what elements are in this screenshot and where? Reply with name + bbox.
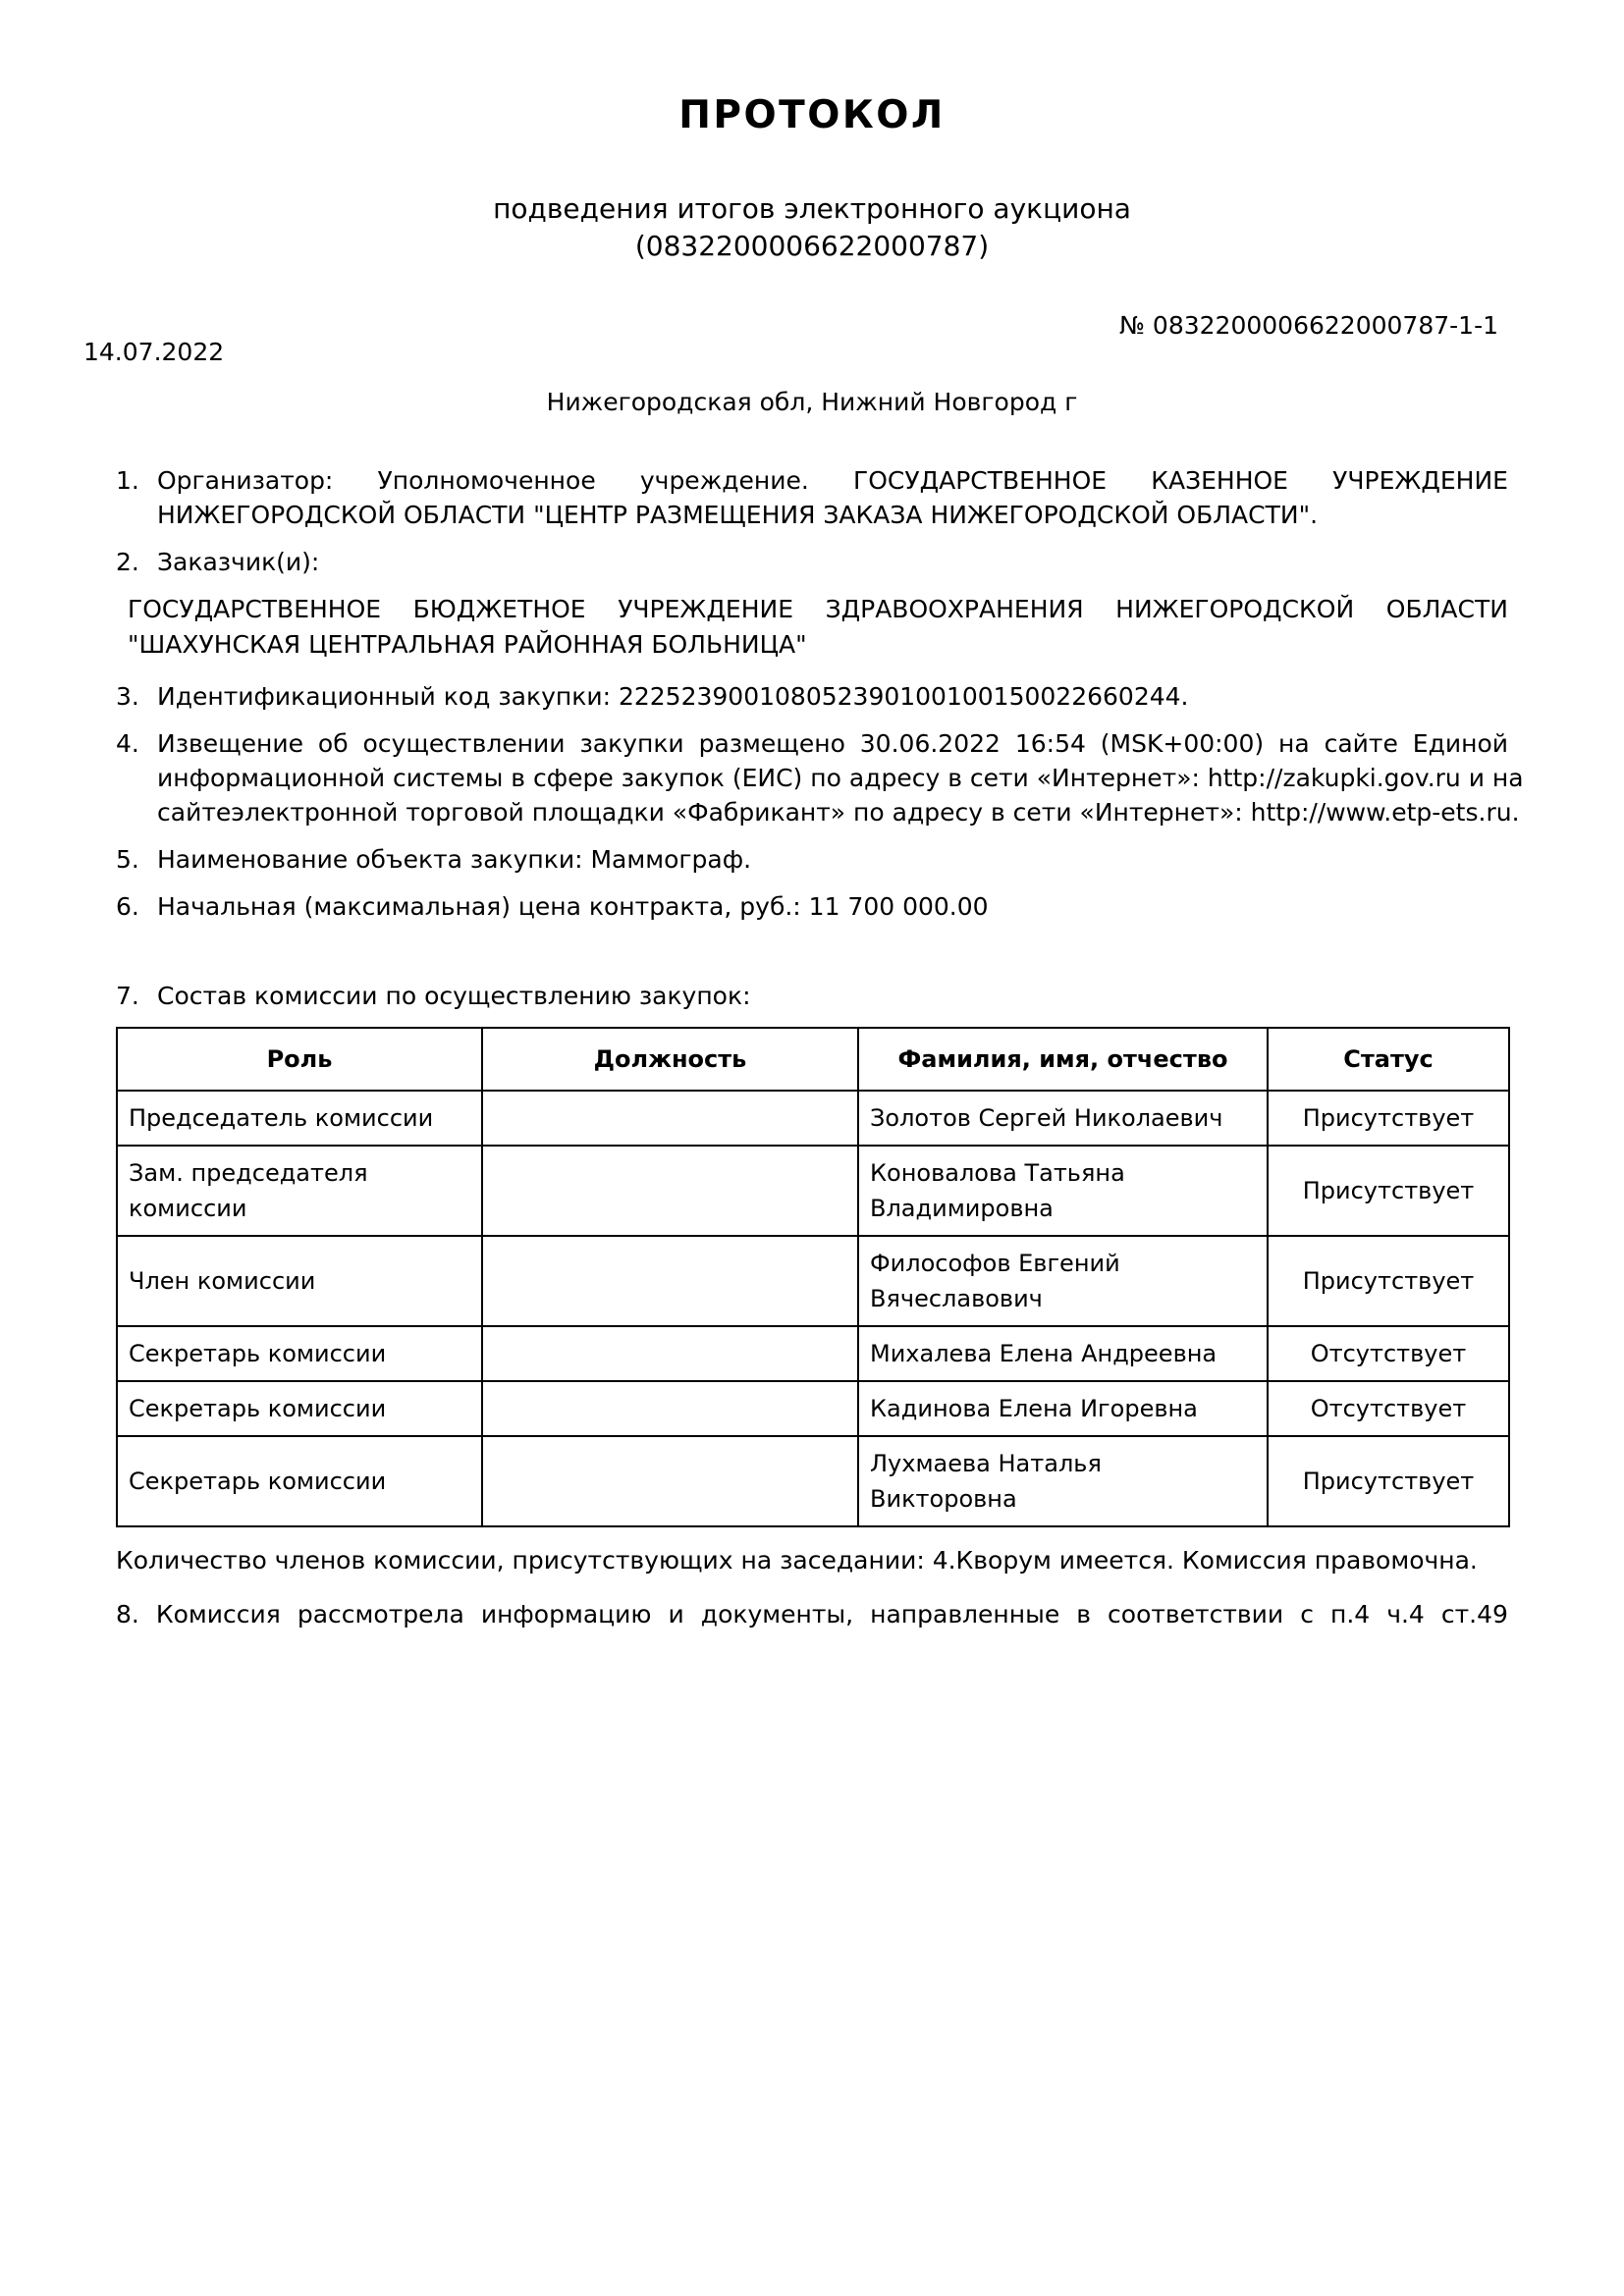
item-body: Заказчик(и): [157, 548, 320, 577]
text-fragment: 30.06.2022 [859, 729, 1001, 759]
item-body [157, 463, 1508, 532]
cell-fio: Лухмаева Наталья Викторовна [858, 1436, 1268, 1526]
cell-status: Присутствует [1268, 1436, 1509, 1526]
text-fragment: (MSK+00:00) [1100, 729, 1265, 759]
text-fragment: сайте [1324, 729, 1398, 759]
cell-role: Секретарь комиссии [117, 1381, 482, 1436]
text-fragment: ОБЛАСТИ [1385, 595, 1508, 624]
item-purchase-code [116, 679, 1508, 714]
cell-post [482, 1436, 858, 1526]
protocol-place: Нижегородская обл, Нижний Новгород г [546, 388, 1078, 417]
item-marker: 8. [116, 1600, 139, 1629]
protocol-number: № 0832200006622000787-1-1 [1118, 311, 1498, 341]
column-header-post: Должность [482, 1028, 858, 1091]
cell-fio: Философов Евгений Вячеславович [858, 1236, 1268, 1326]
document-subtitle-code: (0832200006622000787) [634, 229, 990, 262]
text-fragment: п.4 [1329, 1600, 1371, 1629]
table-header-row [117, 1028, 1509, 1091]
text-fragment: Комиссия [155, 1600, 281, 1629]
cell-status: Присутствует [1268, 1146, 1509, 1236]
cell-fio: Михалева Елена Андреевна [858, 1326, 1268, 1381]
table-row [117, 1381, 1509, 1436]
text-fragment: ГОСУДАРСТВЕННОЕ [128, 595, 382, 624]
document-subtitle: подведения итогов электронного аукциона [493, 191, 1131, 225]
item-body: Состав комиссии по осуществлению закупок: [157, 982, 751, 1011]
column-header-fio: Фамилия, имя, отчество [858, 1028, 1268, 1091]
text-fragment: документы, [700, 1600, 854, 1629]
table-row [117, 1146, 1509, 1236]
text-fragment: КАЗЕННОЕ [1151, 466, 1288, 496]
document-content [83, 0, 1524, 1631]
cell-status: Отсутствует [1268, 1381, 1509, 1436]
text-fragment: осуществлении [362, 729, 566, 759]
text-fragment: информацию [480, 1600, 652, 1629]
item-notice [116, 726, 1524, 829]
cell-fio: Коновалова Татьяна Владимировна [858, 1146, 1268, 1236]
text-fragment: размещено [698, 729, 845, 759]
justified-line [128, 592, 1508, 627]
cell-role: Зам. председателя комиссии [117, 1146, 482, 1236]
table-row [117, 1436, 1509, 1526]
cell-status: Присутствует [1268, 1236, 1509, 1326]
text-fragment: в [1076, 1600, 1091, 1629]
item-marker: 7. [116, 982, 139, 1011]
commission-table [116, 1027, 1510, 1527]
justified-line [157, 726, 1508, 761]
item-marker: 1. [116, 466, 139, 496]
text-fragment: учреждение. [639, 466, 809, 496]
item-body: Идентификационный код закупки: 222523900108052390100100150022660244. [157, 682, 1189, 712]
text-fragment: об [317, 729, 349, 759]
cell-post [482, 1146, 858, 1236]
item-marker: 6. [116, 892, 139, 922]
text-fragment: УЧРЕЖДЕНИЕ [618, 595, 793, 624]
cell-post [482, 1326, 858, 1381]
cell-fio: Кадинова Елена Игоревна [858, 1381, 1268, 1436]
cell-role: Член комиссии [117, 1236, 482, 1326]
text-fragment: НИЖЕГОРОДСКОЙ [1115, 595, 1355, 624]
cell-fio: Золотов Сергей Николаевич [858, 1091, 1268, 1146]
text-fragment: Единой [1412, 729, 1508, 759]
text-fragment: 16:54 [1014, 729, 1086, 759]
cell-post [482, 1236, 858, 1326]
text-fragment: УЧРЕЖДЕНИЕ [1332, 466, 1508, 496]
item-body: Наименование объекта закупки: Маммограф. [157, 845, 752, 875]
item-commission-review [116, 1597, 1508, 1631]
text-fragment: сайтеэлектронной торговой площадки «Фабрикант» по адресу в сети «Интернет»: http://www.etp-ets.ru. [157, 798, 1520, 828]
table-row [117, 1326, 1509, 1381]
cell-post [482, 1091, 858, 1146]
text-fragment: НИЖЕГОРОДСКОЙ ОБЛАСТИ "ЦЕНТР РАЗМЕЩЕНИЯ ЗАКАЗА НИЖЕГОРОДСКОЙ ОБЛАСТИ". [157, 501, 1319, 530]
item-customer [116, 545, 1508, 579]
document-meta [83, 311, 1508, 382]
justified-line [157, 761, 1524, 795]
item-marker: 5. [116, 845, 139, 875]
item-commission-composition [116, 979, 1508, 1013]
text-fragment: БЮДЖЕТНОЕ [412, 595, 586, 624]
text-fragment: направленные [870, 1600, 1060, 1629]
text-fragment: и [668, 1600, 684, 1629]
justified-line [116, 1597, 1508, 1631]
protocol-items-list [116, 463, 1508, 579]
justified-line [128, 627, 1508, 663]
item-organizer [116, 463, 1508, 532]
text-fragment: информационной системы в сфере закупок (ЕИС) по адресу в сети «Интернет»: http://zakupki.gov.ru и на [157, 764, 1524, 793]
text-fragment: Уполномоченное [377, 466, 596, 496]
item-marker: 4. [116, 729, 139, 759]
table-row [117, 1236, 1509, 1326]
item-object-name [116, 842, 1508, 877]
text-fragment: Извещение [157, 729, 304, 759]
page-title: ПРОТОКОЛ [678, 93, 946, 137]
cell-post [482, 1381, 858, 1436]
cell-role: Секретарь комиссии [117, 1326, 482, 1381]
justified-line [157, 795, 1520, 829]
item-body [157, 726, 1524, 829]
customer-name-block [116, 592, 1508, 662]
column-header-status: Статус [1268, 1028, 1509, 1091]
text-fragment: закупки [579, 729, 684, 759]
text-fragment: ст.49 [1440, 1600, 1508, 1629]
text-fragment: соответствии [1108, 1600, 1284, 1629]
text-fragment: "ШАХУНСКАЯ ЦЕНТРАЛЬНАЯ РАЙОННАЯ БОЛЬНИЦА" [128, 629, 807, 659]
cell-role: Председатель комиссии [117, 1091, 482, 1146]
cell-status: Присутствует [1268, 1091, 1509, 1146]
cell-role: Секретарь комиссии [117, 1436, 482, 1526]
text-fragment: ГОСУДАРСТВЕННОЕ [852, 466, 1108, 496]
protocol-items-list-2 [116, 679, 1524, 924]
item-initial-price [116, 889, 1508, 924]
text-fragment: с [1300, 1600, 1314, 1629]
item-body: Начальная (максимальная) цена контракта, руб.: 11 700 000.00 [157, 892, 989, 922]
quorum-statement: Количество членов комиссии, присутствующих на заседании: 4.Кворум имеется. Комиссия правомочна. [116, 1546, 1478, 1575]
justified-line [157, 498, 1508, 532]
cell-status: Отсутствует [1268, 1326, 1509, 1381]
column-header-role: Роль [117, 1028, 482, 1091]
item-marker: 3. [116, 682, 139, 712]
text-fragment: ЗДРАВООХРАНЕНИЯ [825, 595, 1084, 624]
protocol-date: 14.07.2022 [83, 338, 225, 367]
text-fragment: Организатор: [157, 466, 334, 496]
text-fragment: на [1278, 729, 1310, 759]
table-row [117, 1091, 1509, 1146]
text-fragment: ч.4 [1386, 1600, 1425, 1629]
text-fragment: рассмотрела [297, 1600, 464, 1629]
item-marker: 2. [116, 548, 139, 577]
justified-line [157, 463, 1508, 498]
protocol-items-list-3 [116, 979, 1508, 1013]
